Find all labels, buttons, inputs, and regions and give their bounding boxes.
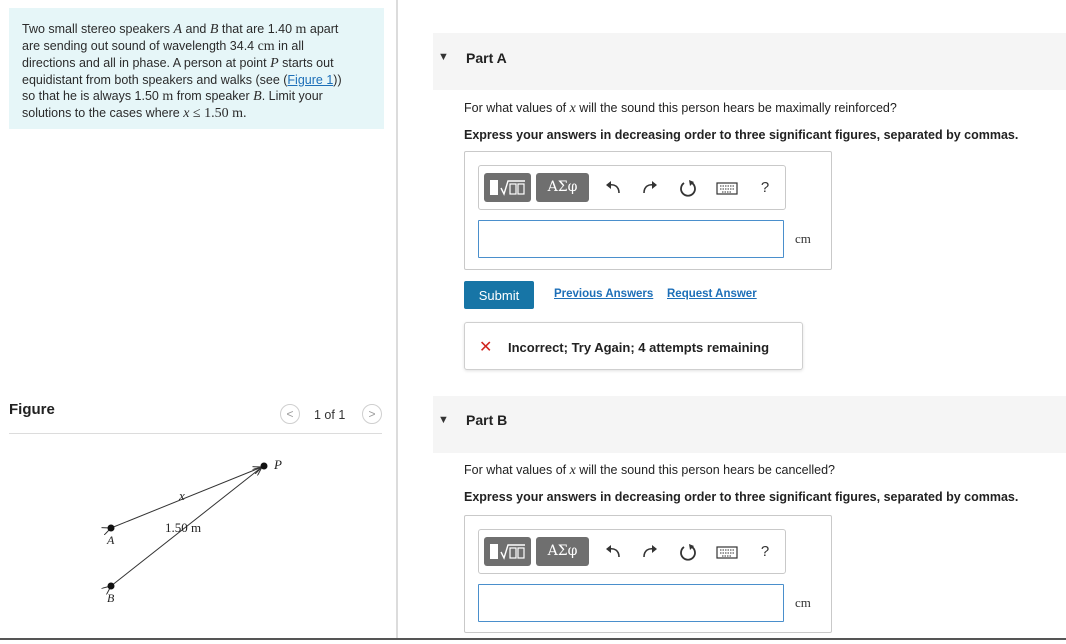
part-a-header[interactable]	[433, 33, 1066, 90]
templates-button[interactable]	[484, 537, 531, 566]
label-p: P	[274, 457, 282, 472]
label-a: A	[107, 533, 115, 547]
figure-counter: 1 of 1	[314, 408, 346, 422]
keyboard-icon[interactable]	[714, 538, 740, 566]
keyboard-icon[interactable]	[714, 174, 740, 202]
part-b-instruction: Express your answers in decreasing order to three significant figures, separated by commas.	[464, 490, 1019, 504]
left-panel	[0, 0, 397, 644]
problem-statement	[9, 8, 384, 129]
help-icon[interactable]: ?	[760, 543, 770, 560]
feedback-box	[464, 322, 803, 370]
right-panel	[398, 0, 1066, 644]
part-a-unit: cm	[795, 231, 811, 246]
part-b-answer-input[interactable]	[478, 584, 784, 622]
figure-link[interactable]: Figure 1	[287, 73, 334, 87]
label-distance: 1.50 m	[165, 520, 202, 535]
part-a-answer-input[interactable]	[478, 220, 784, 258]
problem-line-5: so that he is always 1.50 m from speaker B. Limit your	[22, 89, 323, 104]
speaker-a-dot	[108, 525, 115, 532]
undo-icon[interactable]	[601, 174, 627, 202]
templates-icon	[484, 537, 531, 566]
problem-line-3: directions and all in phase. A person at point P starts out	[22, 56, 334, 71]
part-a-toolbar	[478, 165, 786, 210]
problem-line-6: solutions to the cases where x ≤ 1.50 m.	[22, 106, 247, 121]
part-b-title[interactable]: Part B	[466, 412, 508, 428]
figure-next-button[interactable]: >	[362, 404, 382, 424]
error-icon: ✕	[479, 339, 493, 356]
redo-icon[interactable]	[636, 174, 662, 202]
part-a-answer-box	[464, 151, 832, 270]
submit-button[interactable]: Submit	[464, 281, 534, 309]
point-p-dot	[261, 463, 268, 470]
part-b-header[interactable]	[433, 396, 1066, 453]
previous-answers-link[interactable]: Previous Answers	[554, 288, 654, 300]
label-x: x	[179, 488, 185, 503]
templates-icon	[484, 173, 531, 202]
part-b-caret-icon[interactable]: ▼	[438, 414, 449, 426]
figure-diagram	[90, 450, 300, 610]
request-answer-link[interactable]: Request Answer	[667, 288, 757, 300]
feedback-text: Incorrect; Try Again; 4 attempts remaining	[508, 340, 770, 355]
problem-line-2: are sending out sound of wavelength 34.4 cm in all	[22, 39, 304, 54]
undo-icon[interactable]	[601, 538, 627, 566]
reset-icon[interactable]	[675, 174, 701, 202]
part-b-question: For what values of x will the sound this person hears be cancelled?	[464, 463, 836, 478]
line-x-to-p	[111, 467, 262, 528]
figure-prev-button[interactable]: <	[280, 404, 300, 424]
label-b: B	[107, 591, 115, 605]
part-a-title[interactable]: Part A	[466, 50, 507, 66]
part-a-caret-icon[interactable]: ▼	[438, 51, 449, 63]
speaker-b-dot	[108, 583, 115, 590]
help-icon[interactable]: ?	[760, 179, 770, 196]
bottom-border	[0, 638, 1066, 640]
greek-symbols-button[interactable]: ΑΣφ	[536, 537, 589, 566]
figure-title: Figure	[9, 401, 55, 418]
part-b-unit: cm	[795, 595, 811, 610]
part-a-instruction: Express your answers in decreasing order to three significant figures, separated by commas.	[464, 128, 1019, 142]
part-a-question: For what values of x will the sound this person hears be maximally reinforced?	[464, 101, 897, 116]
problem-line-1: Two small stereo speakers A and B that are 1.40 m apart	[22, 22, 339, 37]
redo-icon[interactable]	[636, 538, 662, 566]
part-b-answer-box	[464, 515, 832, 633]
part-b-toolbar	[478, 529, 786, 574]
reset-icon[interactable]	[675, 538, 701, 566]
problem-line-4: equidistant from both speakers and walks (see (Figure 1))	[22, 73, 342, 87]
greek-symbols-button[interactable]: ΑΣφ	[536, 173, 589, 202]
templates-button[interactable]	[484, 173, 531, 202]
figure-header	[9, 401, 382, 434]
